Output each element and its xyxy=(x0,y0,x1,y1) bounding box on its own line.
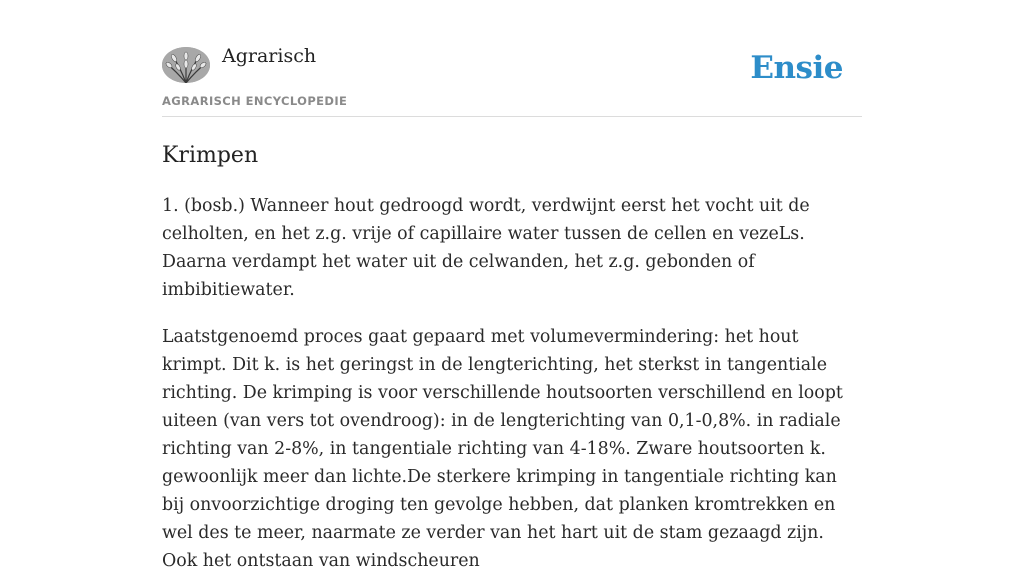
site-header xyxy=(162,0,862,117)
page-container xyxy=(162,0,862,575)
site-name[interactable]: Agrarisch xyxy=(222,45,317,67)
article-paragraph: 1. (bosb.) Wanneer hout gedroogd wordt, verdwijnt eerst het vocht uit de celholten, en het z.g. vrije of capillaire water tussen de cellen en vezeLs. Daarna verdampt het water uit de celwanden, het z.g. gebonden of imbibitiewater. xyxy=(162,196,810,300)
page-title: Krimpen xyxy=(162,143,259,168)
ensie-logo-link[interactable]: Ensie xyxy=(750,50,843,86)
wheat-icon[interactable] xyxy=(162,47,210,83)
article-paragraph: Laatstgenoemd proces gaat gepaard met volumevermindering: het hout krimpt. Dit k. is het geringst in de lengterichting, het sterkst in tangentiale richting. De krimping is voor verschillende houtsoorten verschillend en loopt uiteen (van vers tot ovendroog): in de lengterichting van 0,1-0,8%. in radiale richting van 2-8%, in tangentiale richting van 4-18%. Zware houtsoorten k. gewoonlijk meer dan lichte.De sterkere krimping in tangentiale richting kan bij onvoorzichtige droging ten gevolge hebben, dat planken kromtrekken en wel des te meer, naarmate ze verder van het hart uit de stam gezaagd zijn. Ook het ontstaan van windscheuren xyxy=(162,327,843,571)
site-subtitle: AGRARISCH ENCYCLOPEDIE xyxy=(162,94,348,108)
